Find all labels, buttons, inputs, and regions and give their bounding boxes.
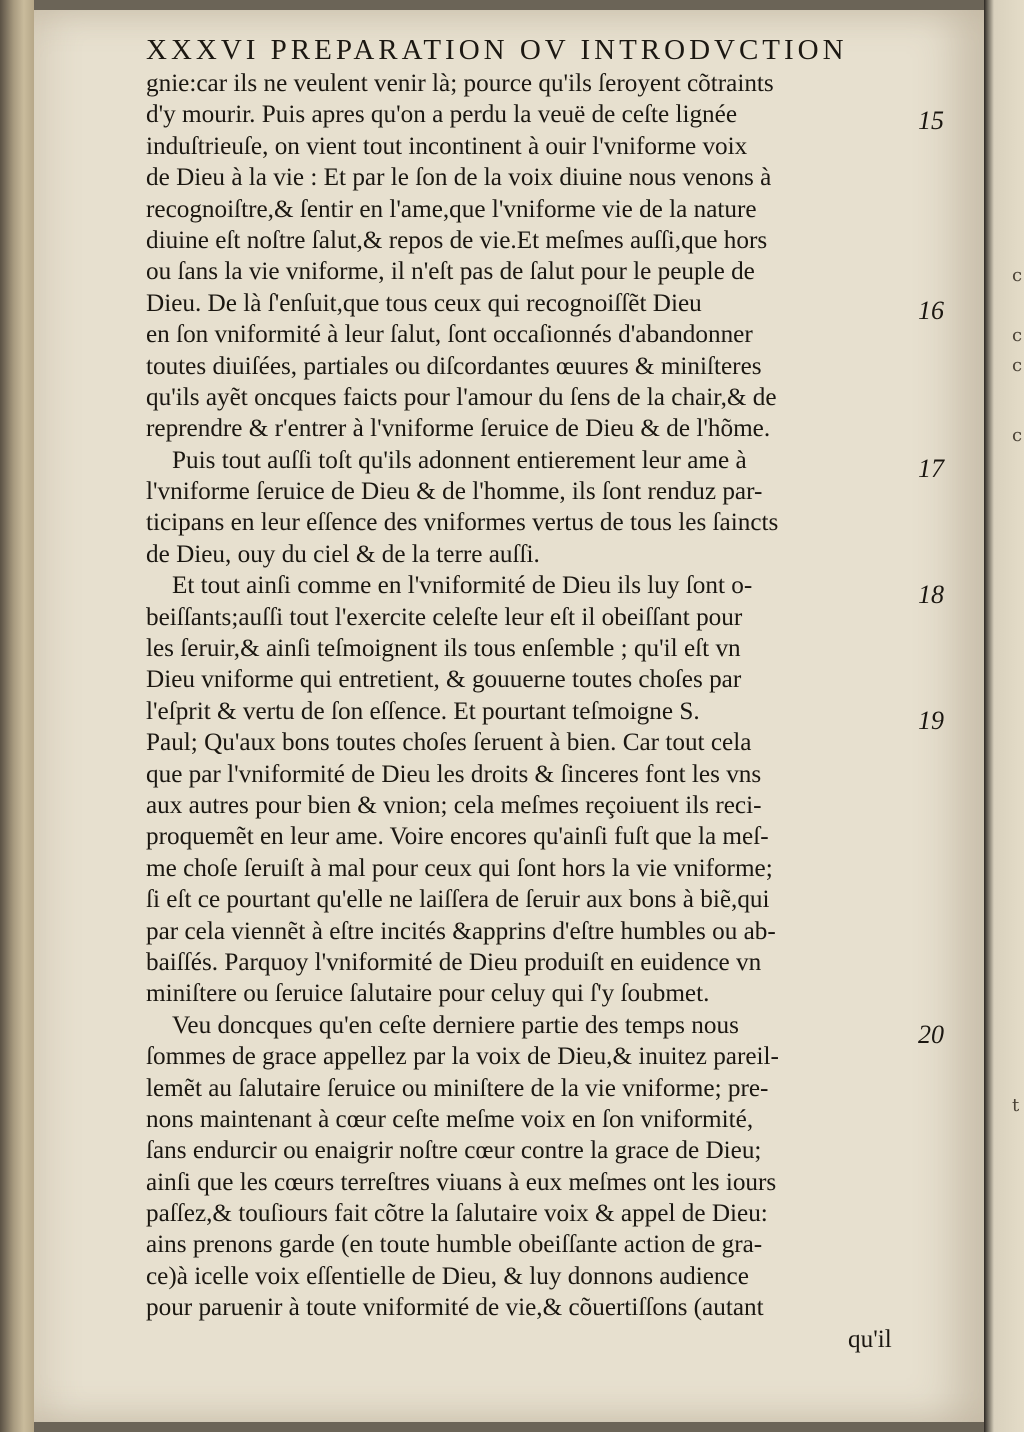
edge-letter: t: [1012, 1095, 1020, 1116]
text-line: Puis tout auſſi toſt qu'ils adonnent entierement leur ame à: [172, 446, 747, 474]
verse-number: 17: [918, 454, 944, 483]
text-line: ſommes de grace appellez par la voix de Dieu,& inuitez pareil-: [146, 1043, 779, 1071]
verse-number: 15: [918, 106, 944, 135]
verse-number: 19: [918, 706, 944, 735]
text-line: diuine eſt noſtre ſalut,& repos de vie.Et meſmes auſſi,que hors: [146, 226, 768, 254]
text-line: baiſſés. Parquoy l'vniformité de Dieu produiſt en euidence vn: [146, 948, 762, 976]
edge-letter: c: [1012, 425, 1023, 446]
text-block: [146, 68, 926, 1355]
text-line: Dieu vniforme qui entretient, & gouuerne toutes choſes par: [146, 666, 742, 694]
text-line: que par l'vniformité de Dieu les droits & ſinceres font les vns: [146, 760, 762, 788]
text-line: beiſſants;auſſi tout l'exercite celeſte leur eſt il obeiſſant pour: [146, 603, 743, 631]
text-line: ains prenons garde (en toute humble obeiſſante action de gra-: [146, 1231, 763, 1259]
running-head: XXXVI PREPARATION OV INTRODVCTION: [146, 34, 848, 66]
text-line: d'y mourir. Puis apres qu'on a perdu la veuë de ceſte lignée: [146, 101, 738, 129]
text-line: Paul; Qu'aux bons toutes choſes ſeruent à bien. Car tout cela: [146, 729, 752, 757]
verse-number: 20: [918, 1020, 944, 1049]
verse-number: 16: [918, 296, 944, 325]
text-line: induſtrieuſe, on vient tout incontinent à ouir l'vniforme voix: [146, 132, 748, 160]
text-line: toutes diuiſées, partiales ou diſcordantes œuures & miniſteres: [146, 352, 762, 380]
text-line: pour paruenir à toute vniformité de vie,& cõuertiſſons (autant: [146, 1294, 764, 1322]
text-line: l'vniforme ſeruice de Dieu & de l'homme, ils ſont renduz par-: [146, 478, 763, 506]
text-line: les ſeruir,& ainſi teſmoignent ils tous enſemble ; qu'il eſt vn: [146, 635, 741, 663]
next-page-edge: [984, 0, 1024, 1432]
text-line: par cela viennẽt à eſtre incités &apprins d'eſtre humbles ou ab-: [146, 917, 776, 945]
text-line: aux autres pour bien & vnion; cela meſmes reçoiuent ils reci-: [146, 791, 762, 819]
text-line: recognoiſtre,& ſentir en l'ame,que l'vniforme vie de la nature: [146, 195, 757, 223]
text-line: nons maintenant à cœur ceſte meſme voix en ſon vniformité,: [146, 1105, 754, 1133]
text-line: ainſi que les cœurs terreſtres viuans à eux meſmes ont les iours: [146, 1168, 777, 1196]
verse-number: 18: [918, 580, 944, 609]
book-edge-left: [0, 0, 34, 1432]
text-line: gnie:car ils ne veulent venir là; pource qu'ils ſeroyent cõtraints: [146, 70, 774, 97]
text-line: en ſon vniformité à leur ſalut, ſont occaſionnés d'abandonner: [146, 321, 753, 349]
text-line: qu'ils ayẽt oncques faicts pour l'amour du ſens de la chair,& de: [146, 383, 777, 411]
text-line: Dieu. De là ſ'enſuit,que tous ceux qui recognoiſſẽt Dieu: [146, 289, 702, 317]
text-line: ce)à icelle voix eſſentielle de Dieu, & luy donnons audience: [146, 1262, 749, 1290]
text-line: ou ſans la vie vniforme, il n'eſt pas de ſalut pour le peuple de: [146, 258, 755, 286]
edge-letter: c: [1012, 265, 1023, 286]
edge-letter: c: [1012, 355, 1023, 376]
text-line: de Dieu à la vie : Et par le ſon de la voix diuine nous venons à: [146, 164, 772, 192]
text-line: me choſe ſeruiſt à mal pour ceux qui ſont hors la vie vniforme;: [146, 854, 773, 882]
text-line: Et tout ainſi comme en l'vniformité de Dieu ils luy ſont o-: [172, 572, 753, 600]
edge-letter: c: [1012, 325, 1023, 346]
text-line: lemẽt au ſalutaire ſeruice ou miniſtere de la vie vniforme; pre-: [146, 1074, 769, 1102]
text-line: ticipans en leur eſſence des vniformes vertus de tous les ſaincts: [146, 509, 779, 537]
text-line: l'eſprit & vertu de ſon eſſence. Et pourtant teſmoigne S.: [146, 697, 700, 725]
text-line: reprendre & r'entrer à l'vniforme ſeruice de Dieu & de l'hõme.: [146, 415, 771, 443]
text-line: ſans endurcir ou enaigrir noſtre cœur contre la grace de Dieu;: [146, 1137, 762, 1165]
text-line: miniſtere ou ſeruice ſalutaire pour celuy qui ſ'y ſoubmet.: [146, 980, 710, 1008]
catchword: qu'il: [848, 1325, 892, 1353]
text-line: Veu doncques qu'en ceſte derniere partie des temps nous: [172, 1011, 739, 1039]
text-line: de Dieu, ouy du ciel & de la terre auſſi.: [146, 540, 540, 568]
text-line: paſſez,& touſiours fait cõtre la ſalutaire voix & appel de Dieu:: [146, 1200, 768, 1228]
text-line: ſi eſt ce pourtant qu'elle ne laiſſera de ſeruir aux bons à biẽ,qui: [146, 886, 770, 914]
text-line: proquemẽt en leur ame. Voire encores qu'ainſi fuſt que la meſ-: [146, 823, 769, 851]
